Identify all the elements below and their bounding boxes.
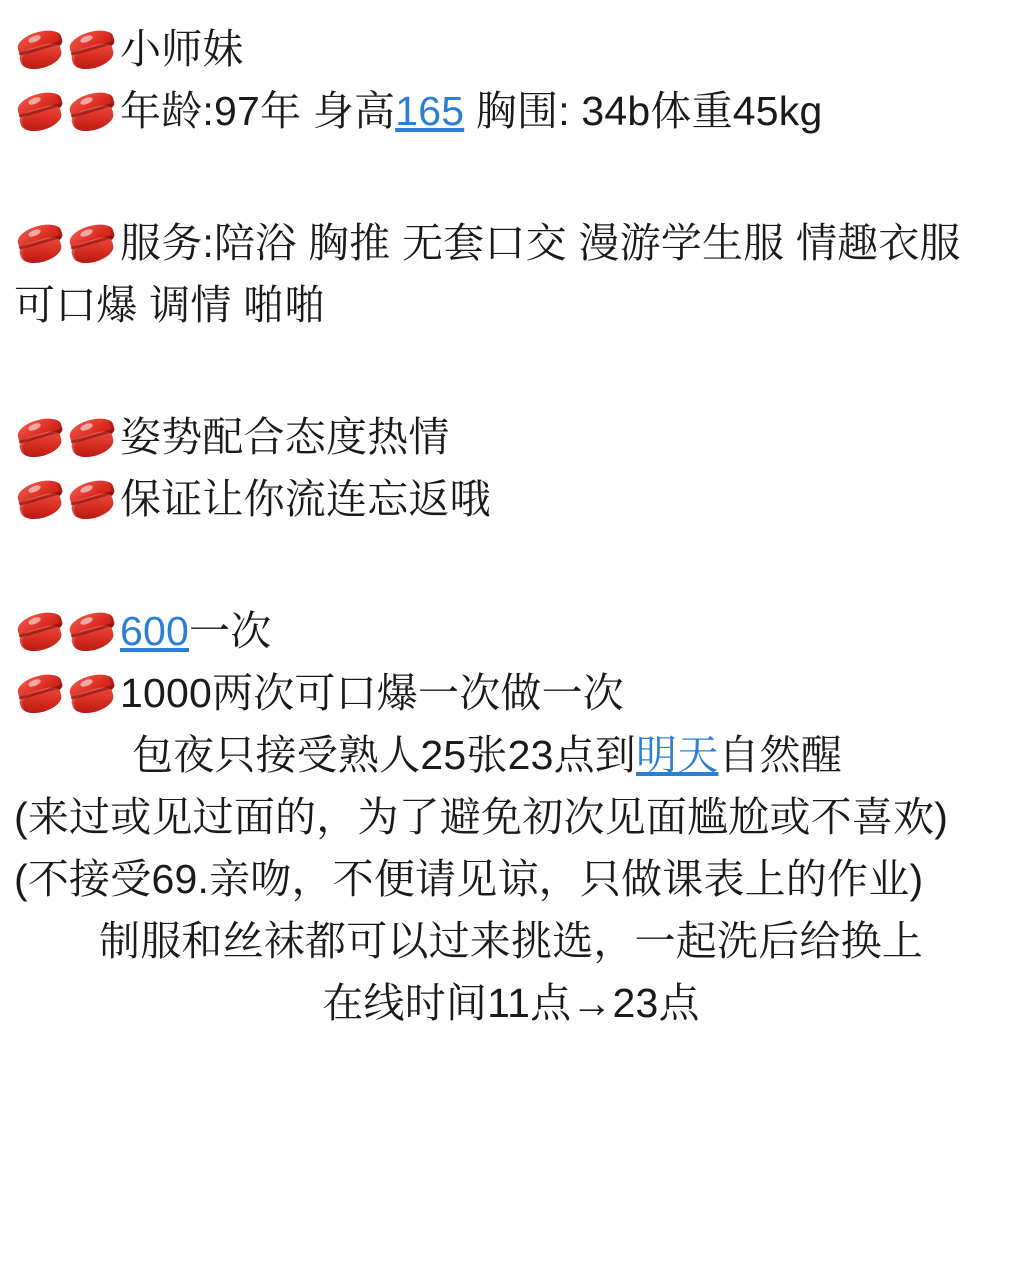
paragraph-spacer [14,142,1008,212]
kiss-mark-icon [14,415,66,461]
text-line-title [14,18,1008,80]
text-line-stats [14,80,1008,142]
text-segment: 制服和丝袜都可以过来挑选，一起洗后给换上 [99,918,923,964]
text-line-note-2 [14,848,1008,910]
text-segment: (不接受69.亲吻，不便请见谅，只做课表上的作业) [14,856,924,902]
text-line-price-1 [14,600,1008,662]
text-segment: 保证让你流连忘返哦 [120,476,491,522]
kiss-mark-icon [14,89,66,135]
text-segment: (来过或见过面的，为了避免初次见面尴尬或不喜欢) [14,794,949,840]
text-segment: 可口爆 调情 啪啪 [14,282,326,328]
text-segment: 1000两次可口爆一次做一次 [120,670,625,716]
kiss-mark-icon [14,221,66,267]
kiss-mark-icon [66,671,118,717]
kiss-mark-icon [14,671,66,717]
kiss-mark-icon [14,477,66,523]
text-segment: 年龄:97年 身高 [120,88,396,134]
kiss-mark-icon [66,477,118,523]
text-segment: 胸围: 34b体重45kg [464,88,823,134]
document-body [14,18,1008,1034]
kiss-mark-icon [14,27,66,73]
text-line-note-1 [14,786,1008,848]
kiss-mark-icon [66,415,118,461]
text-line-services-1 [14,212,1008,274]
text-segment: 服务:陪浴 胸推 无套口交 漫游学生服 情趣衣服 [120,220,961,266]
text-line-online-time [14,972,1008,1034]
text-segment: 自然醒 [718,732,843,778]
kiss-mark-icon-group [14,662,118,724]
text-segment: 在线时间11点→23点 [322,980,700,1026]
text-line-overnight [14,724,1008,786]
paragraph-spacer [14,530,1008,600]
kiss-mark-icon [14,609,66,655]
text-line-guarantee [14,468,1008,530]
kiss-mark-icon-group [14,18,118,80]
text-segment: 姿势配合态度热情 [120,414,450,460]
kiss-mark-icon-group [14,212,118,274]
kiss-mark-icon-group [14,80,118,142]
inline-link[interactable]: 明天 [636,732,719,778]
kiss-mark-icon [66,27,118,73]
text-segment: 小师妹 [120,26,244,72]
text-line-services-2 [14,274,1008,336]
inline-link[interactable]: 600 [120,608,190,654]
text-line-price-2 [14,662,1008,724]
kiss-mark-icon [66,609,118,655]
paragraph-spacer [14,336,1008,406]
inline-link[interactable]: 165 [395,88,465,134]
text-segment: 包夜只接受熟人25张23点到 [132,732,637,778]
kiss-mark-icon-group [14,406,118,468]
text-line-attitude [14,406,1008,468]
text-line-note-3 [14,910,1008,972]
kiss-mark-icon-group [14,600,118,662]
kiss-mark-icon [66,221,118,267]
text-segment: 一次 [189,608,272,654]
kiss-mark-icon-group [14,468,118,530]
kiss-mark-icon [66,89,118,135]
